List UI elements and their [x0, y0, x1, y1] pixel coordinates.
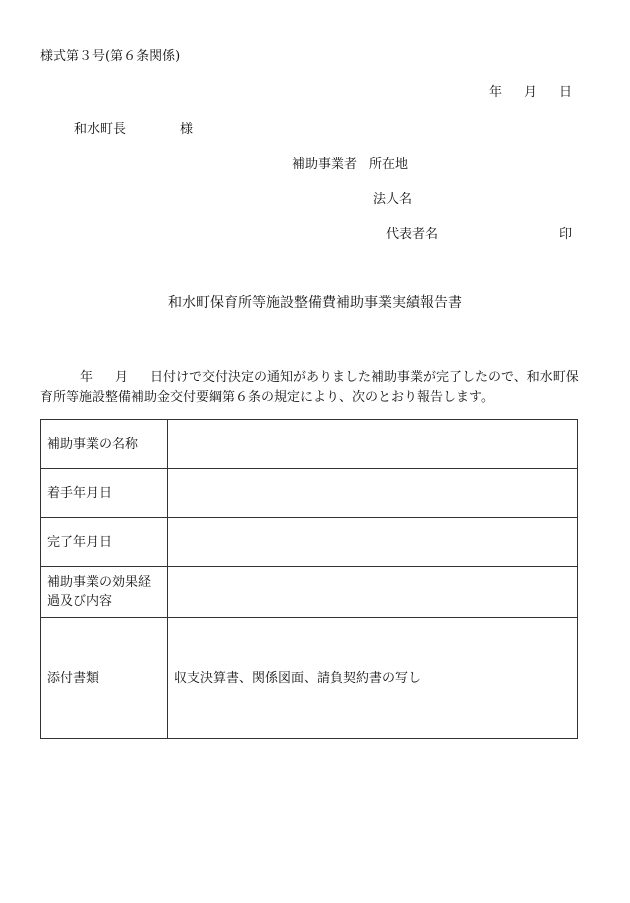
- row-label: 補助事業の効果経過及び内容: [41, 567, 168, 618]
- row-label: 完了年月日: [41, 518, 168, 567]
- date-month-label: 月: [523, 85, 537, 100]
- report-body-text: [40, 368, 580, 408]
- form-number: 様式第３号(第６条関係): [40, 49, 181, 64]
- date-line: [489, 86, 572, 99]
- table-row: [41, 469, 578, 518]
- table-row: [41, 567, 578, 618]
- row-value[interactable]: [168, 567, 578, 618]
- row-value[interactable]: 収支決算書、関係図面、請負契約書の写し: [168, 618, 578, 739]
- table-row: [41, 618, 578, 739]
- row-value[interactable]: [168, 518, 578, 567]
- table-row: [41, 518, 578, 567]
- row-label: 添付書類: [41, 618, 168, 739]
- row-label: 補助事業の名称: [41, 420, 168, 469]
- row-value[interactable]: [168, 469, 578, 518]
- row-value[interactable]: [168, 420, 578, 469]
- report-table: [40, 419, 578, 739]
- representative-label: 代表者名: [386, 227, 439, 242]
- table-row: [41, 420, 578, 469]
- applicant-block: [292, 158, 408, 171]
- row-label: 着手年月日: [41, 469, 168, 518]
- addressee: [74, 123, 193, 136]
- body-text: 日付けで交付決定の通知がありました補助事業が完了したので、和水町保育所等施設整備補助金交付要綱第６条の規定により、次のとおり報告します。: [40, 370, 579, 405]
- seal-label: 印: [558, 227, 572, 242]
- date-year-label: 年: [488, 85, 502, 100]
- addressee-name: 和水町長: [74, 122, 127, 137]
- applicant-label: 補助事業者: [292, 157, 358, 172]
- corporate-name-label: 法人名: [373, 192, 413, 207]
- location-label: 所在地: [369, 157, 409, 172]
- date-day-label: 日: [558, 85, 572, 100]
- body-year: 年: [80, 370, 94, 385]
- document-title: 和水町保育所等施設整備費補助事業実績報告書: [168, 295, 462, 311]
- addressee-honorific: 様: [180, 122, 194, 137]
- body-month: 月: [115, 370, 129, 385]
